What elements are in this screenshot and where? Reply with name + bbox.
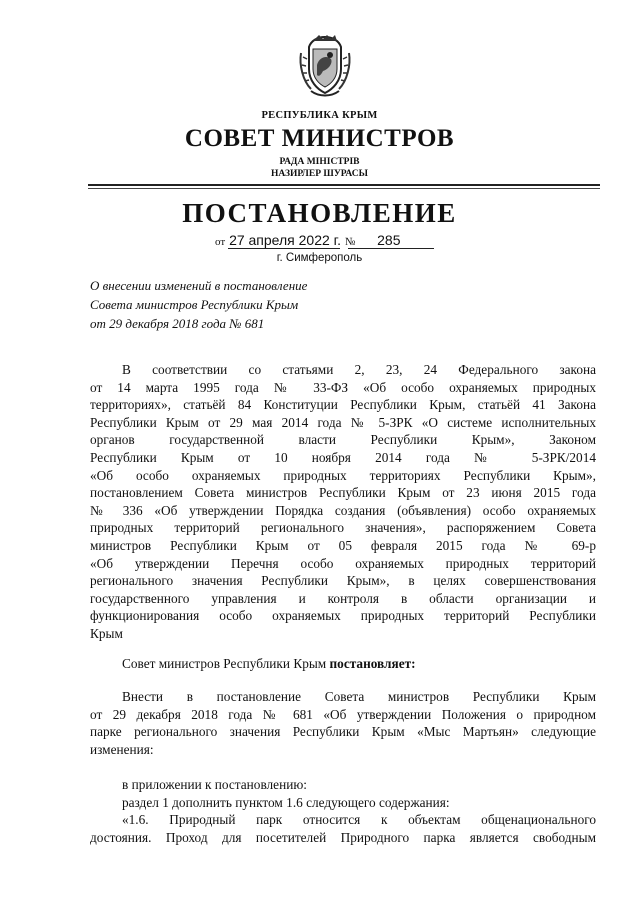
- preamble-paragraph: [90, 361, 596, 643]
- preamble-line: территориях», статьёй 84 Конституции Республики Крым, статьёй 41 Закона: [90, 397, 596, 413]
- preamble-line: от 14 марта 1995 года № 33-ФЗ «Об особо охраняемых природных: [90, 379, 596, 395]
- preamble-line: Крым: [90, 625, 123, 641]
- preamble-line: министров Республики Крым от 05 февраля 2015 года № 69-р: [90, 537, 596, 553]
- council-title-crimean-tatar: НАЗИРЛЕР ШУРАСЫ: [271, 169, 368, 179]
- city-label: г. Симферополь: [276, 252, 363, 264]
- amend-line: от 29 декабря 2018 года № 681 «Об утверждении Положения о природном: [90, 706, 596, 722]
- resolves-line: [90, 655, 596, 673]
- amend-line: Внести в постановление Совета министров Республики Крым: [122, 689, 596, 704]
- preamble-line: Республики Крым от 29 мая 2014 года № 5-ЗРК «О системе исполнительных: [90, 414, 596, 430]
- preamble-line: «Об особо охраняемых природных территориях Республики Крым»,: [90, 467, 596, 483]
- date-underline: [228, 248, 340, 249]
- title-line: Совета министров Республики Крым: [90, 297, 299, 312]
- preamble-line: природных территорий регионального значения», распоряжением Совета: [90, 520, 596, 536]
- document-type-heading: ПОСТАНОВЛЕНИЕ: [182, 198, 457, 228]
- preamble-line: «Об утверждении Перечня особо охраняемых природных территорий: [90, 555, 596, 571]
- resolves-keyword: постановляет:: [329, 656, 416, 671]
- preamble-line: постановлением Совета министров Республики Крым от 23 июня 2015 года: [90, 485, 596, 501]
- preamble-line: органов государственной власти Республики Крым», Законом: [90, 432, 596, 448]
- tail-line: «1.6. Природный парк относится к объектам общенационального: [122, 812, 596, 828]
- coat-of-arms-icon: [297, 35, 353, 99]
- amend-paragraph: [90, 688, 596, 758]
- preamble-line: В соответствии со статьями 2, 23, 24 Федерального закона: [122, 362, 596, 377]
- preamble-line: государственного управления и контроля в области организации и: [90, 590, 596, 606]
- document-title: [90, 276, 390, 333]
- preamble-line: Республики Крым от 10 ноября 2014 года № 5-ЗРК/2014: [90, 449, 596, 465]
- number-prefix: №: [344, 236, 356, 248]
- resolves-text: Совет министров Республики Крым: [122, 656, 330, 671]
- tail-line: в приложении к постановлению:: [122, 777, 307, 792]
- title-line: от 29 декабря 2018 года № 681: [90, 316, 265, 331]
- council-title-ukrainian: РАДА МІНІСТРІВ: [279, 157, 360, 167]
- council-title: СОВЕТ МИНИСТРОВ: [184, 125, 455, 152]
- number-underline: [348, 248, 434, 249]
- amend-line: изменения:: [90, 741, 154, 757]
- header-divider-thin: [88, 188, 600, 189]
- date-number-line: [215, 232, 401, 248]
- republic-label: РЕСПУБЛИКА КРЫМ: [261, 110, 378, 121]
- preamble-line: № 336 «Об утверждении Порядка создания (объявления) особо охраняемых: [90, 502, 596, 518]
- title-line: О внесении изменений в постановление: [90, 278, 308, 293]
- amend-line: парке регионального значения Республики Крым «Мыс Мартьян» следующие: [90, 724, 596, 740]
- decree-date: 27 апреля 2022 г.: [229, 232, 341, 248]
- preamble-line: регионального значения Республики Крым», в целях совершенствования: [90, 573, 596, 589]
- tail-paragraph: [90, 776, 596, 846]
- tail-line: достояния. Проход для посетителей Природного парка является свободным: [90, 829, 596, 845]
- decree-number: 285: [377, 232, 401, 248]
- header-divider: [88, 184, 600, 186]
- tail-line: раздел 1 дополнить пунктом 1.6 следующего содержания:: [122, 794, 450, 810]
- date-prefix: от: [215, 236, 226, 248]
- preamble-line: функционирования особо охраняемых природных территорий Республики: [90, 608, 596, 624]
